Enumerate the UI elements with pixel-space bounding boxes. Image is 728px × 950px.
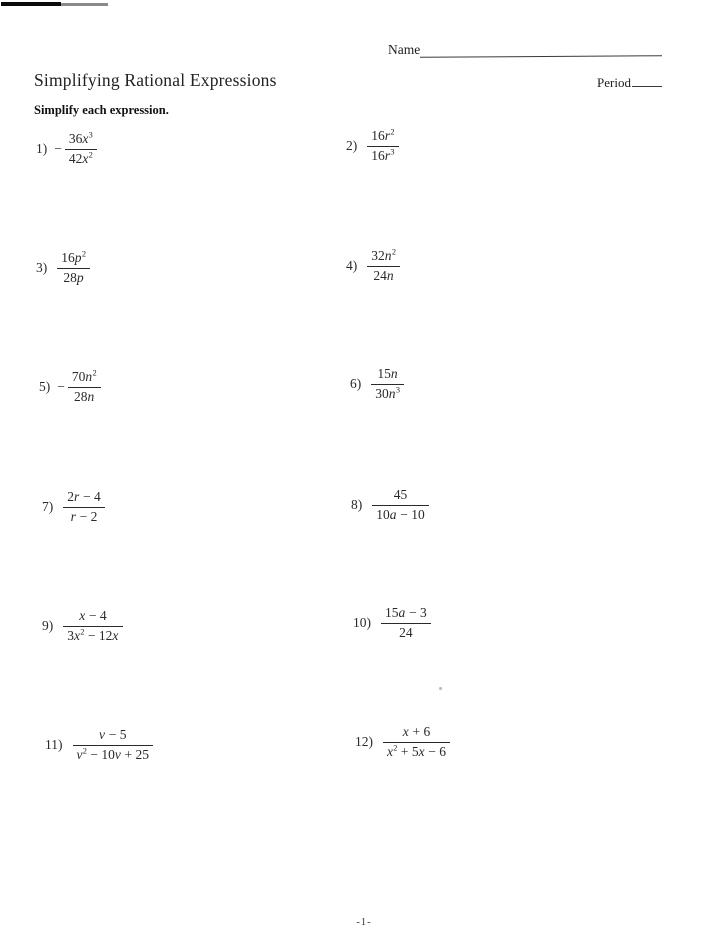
problem-number: 3) bbox=[36, 260, 48, 276]
fraction-denominator: $42x^2$ bbox=[68, 150, 93, 166]
problem-number: 12) bbox=[355, 734, 373, 750]
fraction bbox=[63, 489, 104, 526]
problem bbox=[355, 724, 450, 761]
fraction-denominator: 28n bbox=[73, 388, 95, 404]
problem-number: 6) bbox=[350, 376, 362, 392]
fraction-denominator: $16r^3$ bbox=[371, 147, 395, 163]
fraction-denominator: r − 2 bbox=[70, 508, 98, 524]
fraction-denominator: $x^2 + 5x - 6$ bbox=[387, 743, 447, 759]
fraction bbox=[65, 131, 97, 168]
fraction-denominator: 24 bbox=[399, 624, 413, 640]
fraction-denominator: $30n^3$ bbox=[375, 385, 400, 401]
problem bbox=[36, 250, 90, 287]
problem-number: 5) bbox=[39, 379, 51, 395]
problem-number: 11) bbox=[45, 737, 63, 753]
problem bbox=[350, 366, 404, 403]
problem-number: 9) bbox=[42, 618, 54, 634]
name-label: Name bbox=[388, 42, 421, 57]
fraction bbox=[381, 605, 431, 642]
fraction-numerator: 45 bbox=[393, 487, 408, 502]
problem-number: 8) bbox=[351, 497, 363, 513]
scan-mark-light bbox=[61, 3, 108, 6]
fraction-numerator: 2r − 4 bbox=[67, 489, 101, 504]
problem bbox=[45, 727, 153, 764]
fraction-numerator: $36x^3$ bbox=[68, 130, 93, 146]
scan-mark-dark bbox=[1, 2, 61, 6]
period-blank-line bbox=[632, 74, 662, 87]
fraction-denominator: $3x^2 - 12x$ bbox=[67, 627, 119, 643]
fraction-numerator: x − 4 bbox=[79, 608, 107, 623]
fraction bbox=[372, 487, 428, 524]
fraction-numerator: $16r^2$ bbox=[371, 127, 395, 143]
problem bbox=[39, 369, 101, 406]
problem bbox=[42, 608, 123, 645]
fraction bbox=[367, 128, 398, 165]
fraction-denominator: $v^2 - 10v + 25$ bbox=[76, 746, 150, 762]
problem-number: 1) bbox=[36, 141, 48, 157]
name-blank-line bbox=[420, 55, 662, 57]
fraction-numerator: $16p^2$ bbox=[61, 249, 86, 265]
fraction bbox=[68, 369, 101, 406]
fraction-numerator: $70n^2$ bbox=[71, 368, 97, 384]
fraction bbox=[57, 250, 90, 287]
page-title: Simplifying Rational Expressions bbox=[34, 70, 277, 90]
problem bbox=[346, 248, 400, 285]
period-label: Period bbox=[597, 75, 631, 90]
fraction bbox=[383, 724, 450, 761]
problem bbox=[353, 605, 431, 642]
problem-number: 4) bbox=[346, 258, 358, 274]
fraction bbox=[63, 608, 122, 645]
fraction-denominator: 10a − 10 bbox=[376, 506, 425, 522]
problem-number: 2) bbox=[346, 138, 358, 154]
fraction bbox=[367, 248, 400, 285]
fraction-numerator: 15a − 3 bbox=[385, 605, 427, 620]
negative-sign: − bbox=[57, 379, 65, 395]
instruction-text: Simplify each expression. bbox=[34, 103, 169, 117]
fraction-numerator: $32n^2$ bbox=[371, 247, 396, 263]
fraction-denominator: 28p bbox=[63, 269, 84, 285]
problem bbox=[351, 487, 429, 524]
problem-number: 7) bbox=[42, 499, 54, 515]
fraction-numerator: x + 6 bbox=[402, 724, 431, 739]
problem bbox=[346, 128, 399, 165]
fraction-numerator: 15n bbox=[377, 366, 398, 381]
period-field bbox=[597, 74, 662, 91]
page-number: -1- bbox=[356, 917, 372, 928]
problem bbox=[42, 489, 105, 526]
fraction-denominator: 24n bbox=[373, 267, 394, 283]
fraction bbox=[73, 727, 154, 764]
negative-sign: − bbox=[54, 141, 62, 157]
problem bbox=[36, 131, 97, 168]
fraction-numerator: v − 5 bbox=[99, 727, 127, 742]
fraction bbox=[371, 366, 404, 403]
problem-number: 10) bbox=[353, 615, 371, 631]
scan-artifact bbox=[439, 687, 442, 690]
